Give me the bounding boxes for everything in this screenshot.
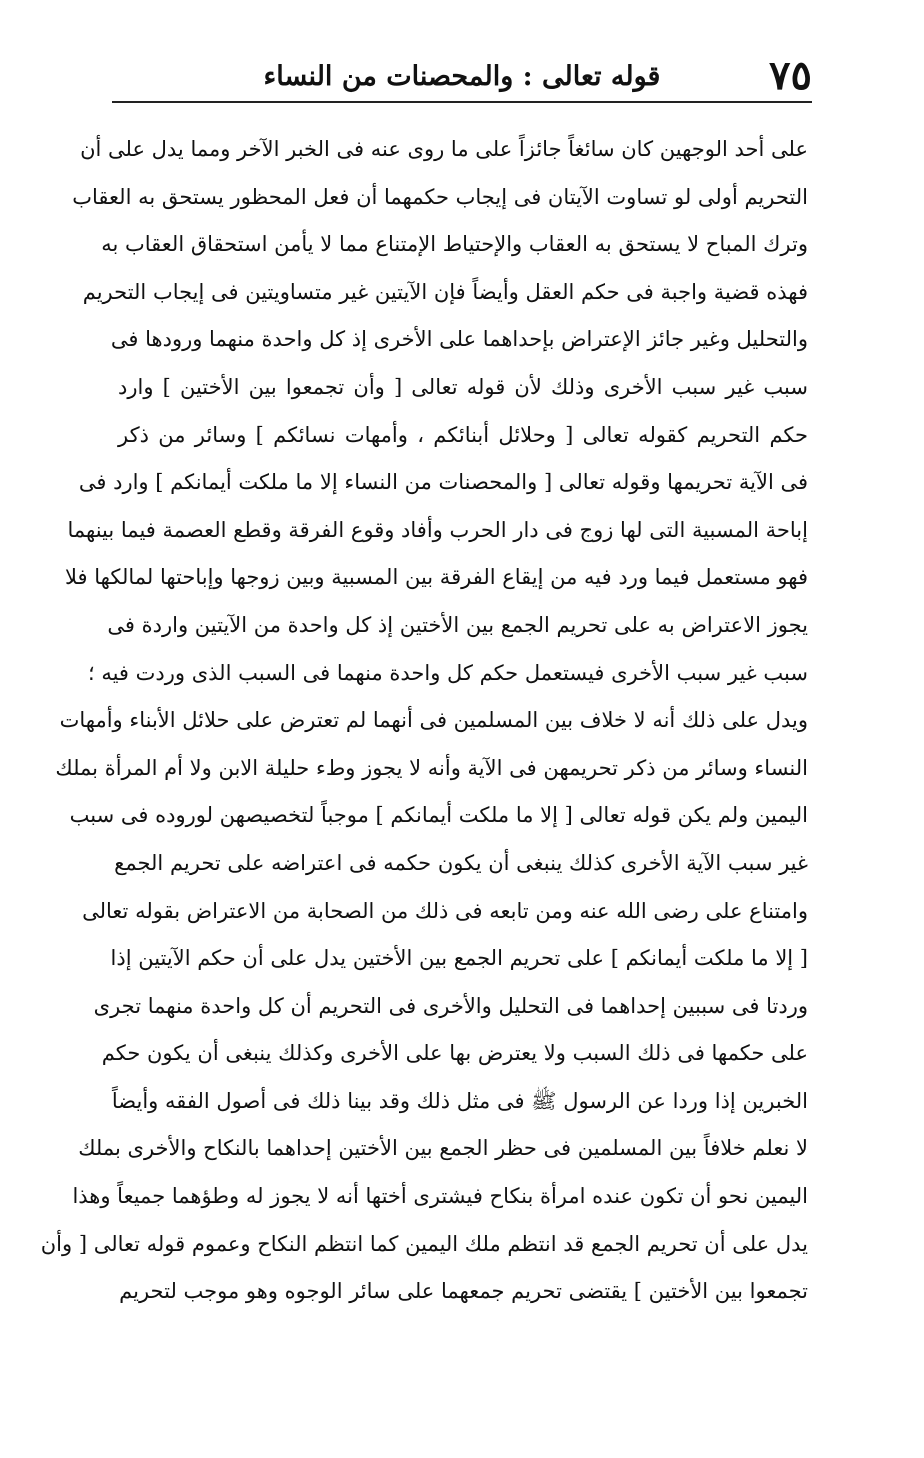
body-text xyxy=(40,126,808,1316)
text-line: يدل على أن تحريم الجمع قد انتظم ملك اليمين كما انتظم النكاح وعموم قوله تعالى [ وأن xyxy=(40,1231,808,1256)
text-line: [ إلا ما ملكت أيمانكم ] على تحريم الجمع بين الأختين يدل على أن حكم الآيتين إذا xyxy=(110,946,808,971)
text-line: لا نعلم خلافاً بين المسلمين فى حظر الجمع بين الأختين إحداهما بالنكاح والأخرى بملك xyxy=(78,1136,808,1161)
page-header xyxy=(112,52,812,102)
text-line: سبب غير سبب الأخرى فيستعمل حكم كل واحدة منهما فى السبب الذى وردت فيه ؛ xyxy=(87,660,808,685)
page-number: ٧٥ xyxy=(769,52,812,99)
text-line: على حكمها فى ذلك السبب ولا يعترض بها على الأخرى وكذلك ينبغى أن يكون حكم xyxy=(101,1041,808,1066)
text-line: سبب غير سبب الأخرى وذلك لأن قوله تعالى [ وأن تجمعوا بين الأختين ] وارد xyxy=(118,374,808,399)
text-line: اليمين نحو أن تكون عنده امرأة بنكاح فيشترى أختها أنه لا يجوز له وطؤهما جميعاً وهذا xyxy=(72,1184,808,1209)
text-line: الخبرين إذا وردا عن الرسول ﷺ فى مثل ذلك وقد بينا ذلك فى أصول الفقه وأيضاً xyxy=(111,1088,808,1113)
header-rule xyxy=(112,101,812,103)
text-line: التحريم أولى لو تساوت الآيتان فى إيجاب حكمهما أن فعل المحظور يستحق به العقاب xyxy=(72,184,808,209)
text-line: يجوز الاعتراض به على تحريم الجمع بين الأختين إذ كل واحدة من الآيتين واردة فى xyxy=(107,612,808,637)
text-line: فى الآية تحريمها وقوله تعالى [ والمحصنات من النساء إلا ما ملكت أيمانكم ] وارد فى xyxy=(78,470,808,495)
text-line: والتحليل وغير جائز الإعتراض بإحداهما على الأخرى إذ كل واحدة منهما ورودها فى xyxy=(110,327,808,352)
text-line: وامتناع على رضى الله عنه ومن تابعه فى ذلك من الصحابة من الاعتراض بقوله تعالى xyxy=(82,898,808,923)
text-line: فهو مستعمل فيما ورد فيه من إيقاع الفرقة بين المسبية وبين زوجها وإباحتها لمالكها فلا xyxy=(65,565,808,590)
text-line: فهذه قضية واجبة فى حكم العقل وأيضاً فإن الآيتين غير متساويتين فى إيجاب التحريم xyxy=(82,279,808,304)
text-line: اليمين ولم يكن قوله تعالى [ إلا ما ملكت أيمانكم ] موجباً لتخصيصهن لوروده فى سبب xyxy=(69,803,808,828)
running-head: قوله تعالى : والمحصنات من النساء xyxy=(263,61,661,92)
text-line: ويدل على ذلك أنه لا خلاف بين المسلمين فى أنهما لم تعترض على حلائل الأبناء وأمهات xyxy=(59,708,808,733)
text-line: إباحة المسبية التى لها زوج فى دار الحرب وأفاد وقوع الفرقة وقطع العصمة فيما بينهما xyxy=(67,517,808,542)
text-line: النساء وسائر من ذكر تحريمهن فى الآية وأنه لا يجوز وطء حليلة الابن ولا أم المرأة بملك xyxy=(55,755,808,780)
text-line: على أحد الوجهين كان سائغاً جائزاً على ما روى عنه فى الخبر الآخر ومما يدل على أن xyxy=(80,137,808,161)
text-line: وردتا فى سببين إحداهما فى التحليل والأخرى فى التحريم أن كل واحدة منهما تجرى xyxy=(93,993,808,1018)
text-line: وترك المباح لا يستحق به العقاب والإحتياط الإمتناع مما لا يأمن استحقاق العقاب به xyxy=(101,232,808,257)
text-line: حكم التحريم كقوله تعالى [ وحلائل أبنائكم ، وأمهات نسائكم ] وسائر من ذكر xyxy=(118,422,808,447)
text-line: غير سبب الآية الأخرى كذلك ينبغى أن يكون حكمه فى اعتراضه على تحريم الجمع xyxy=(114,850,808,875)
text-line: تجمعوا بين الأختين ] يقتضى تحريم جمعهما على سائر الوجوه وهو موجب لتحريم xyxy=(119,1279,808,1304)
